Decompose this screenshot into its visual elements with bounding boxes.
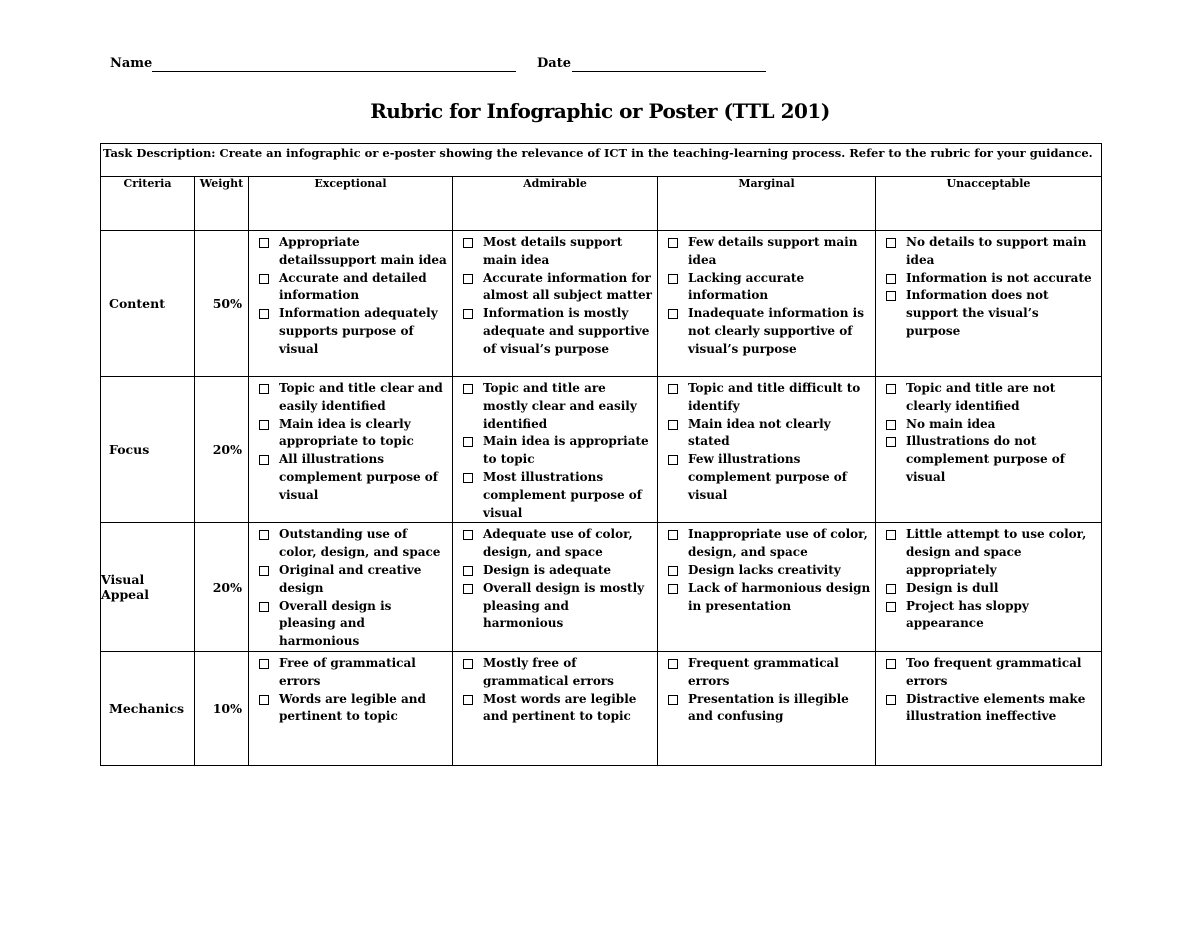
weight-value: 50% xyxy=(212,296,242,311)
checkbox[interactable] xyxy=(668,274,678,284)
criterion-text: Distractive elements make illustration ineffective xyxy=(906,691,1086,724)
criterion-text: Original and creative design xyxy=(279,562,422,595)
unacceptable-cell xyxy=(876,523,1102,652)
weight-value: 10% xyxy=(212,700,242,716)
checkbox[interactable] xyxy=(463,473,473,483)
list-item xyxy=(461,469,653,522)
criterion-text: Main idea not clearly stated xyxy=(688,416,831,449)
checkbox[interactable] xyxy=(259,566,269,576)
exceptional-cell xyxy=(249,231,453,377)
checkbox[interactable] xyxy=(886,437,896,447)
list-item xyxy=(257,562,448,598)
list-item xyxy=(257,598,448,651)
list-item xyxy=(884,416,1097,434)
table-row xyxy=(101,231,1102,377)
checkbox[interactable] xyxy=(463,695,473,705)
checkbox[interactable] xyxy=(668,309,678,319)
list-item xyxy=(884,433,1097,486)
checkbox[interactable] xyxy=(259,420,269,430)
criterion-text: Topic and title are not clearly identified xyxy=(906,381,1056,413)
unacceptable-cell xyxy=(876,231,1102,377)
column-header-unacceptable: Unacceptable xyxy=(876,177,1102,231)
column-header-row xyxy=(101,177,1102,231)
exceptional-list xyxy=(249,523,452,651)
criterion-text: Most illustrations complement purpose of visual xyxy=(483,469,642,520)
checkbox[interactable] xyxy=(886,530,896,540)
table-row xyxy=(101,377,1102,523)
list-item xyxy=(257,416,448,452)
checkbox[interactable] xyxy=(886,420,896,430)
criterion-text: Adequate use of color, design, and space xyxy=(483,527,633,560)
admirable-cell xyxy=(453,377,658,523)
list-item xyxy=(257,305,448,358)
checkbox[interactable] xyxy=(259,659,269,669)
list-item xyxy=(884,526,1097,579)
list-item xyxy=(461,234,653,270)
marginal-cell xyxy=(658,523,876,652)
criterion-text: Lack of harmonious design in presentation xyxy=(688,580,871,613)
list-item xyxy=(666,562,871,580)
list-item xyxy=(884,234,1097,270)
checkbox[interactable] xyxy=(668,455,678,465)
criteria-cell xyxy=(101,523,195,652)
exceptional-cell xyxy=(249,651,453,765)
list-item xyxy=(884,270,1097,288)
criterion-text: Little attempt to use color, design and space appropriately xyxy=(906,527,1087,577)
criterion-text: Illustrations do not complement purpose of visual xyxy=(906,434,1065,484)
list-item xyxy=(666,580,871,616)
list-item xyxy=(257,270,448,306)
list-item xyxy=(257,234,448,270)
checkbox[interactable] xyxy=(259,530,269,540)
criterion-text: Frequent grammatical errors xyxy=(688,655,839,688)
criterion-text: Inadequate information is not clearly supportive of visual’s purpose xyxy=(688,306,864,356)
checkbox[interactable] xyxy=(886,238,896,248)
marginal-cell xyxy=(658,651,876,765)
column-header-weight: Weight xyxy=(195,177,249,231)
marginal-list xyxy=(658,377,875,505)
criteria-cell xyxy=(101,231,195,377)
list-item xyxy=(461,433,653,469)
checkbox[interactable] xyxy=(259,274,269,284)
criterion-text: Words are legible and pertinent to topic xyxy=(279,691,426,724)
column-header-marginal: Marginal xyxy=(658,177,876,231)
unacceptable-list xyxy=(876,523,1101,633)
admirable-cell xyxy=(453,651,658,765)
criterion-text: Design is adequate xyxy=(483,562,612,577)
checkbox[interactable] xyxy=(259,384,269,394)
checkbox[interactable] xyxy=(463,309,473,319)
checkbox[interactable] xyxy=(886,584,896,594)
list-item xyxy=(461,655,653,691)
unacceptable-cell xyxy=(876,377,1102,523)
criterion-text: Information adequately supports purpose of visual xyxy=(279,306,438,356)
admirable-cell xyxy=(453,231,658,377)
marginal-cell xyxy=(658,377,876,523)
criterion-text: Mostly free of grammatical errors xyxy=(483,655,614,688)
marginal-list xyxy=(658,523,875,615)
exceptional-list xyxy=(249,231,452,359)
list-item xyxy=(884,655,1097,691)
unacceptable-list xyxy=(876,231,1101,341)
criterion-text: Information is not accurate xyxy=(906,270,1092,285)
name-label: Name xyxy=(110,56,153,71)
criterion-text: Inappropriate use of color, design, and space xyxy=(688,527,868,560)
admirable-list xyxy=(453,523,657,633)
weight-cell xyxy=(195,523,249,652)
criteria-label: Focus xyxy=(109,442,150,458)
criterion-text: Information is mostly adequate and supportive of visual’s purpose xyxy=(483,306,650,356)
list-item xyxy=(461,691,653,727)
list-item xyxy=(666,270,871,306)
admirable-list xyxy=(453,377,657,522)
criterion-text: Lacking accurate information xyxy=(688,270,805,303)
criterion-text: Presentation is illegible and confusing xyxy=(688,691,849,724)
checkbox[interactable] xyxy=(463,530,473,540)
checkbox[interactable] xyxy=(463,384,473,394)
checkbox[interactable] xyxy=(259,238,269,248)
list-item xyxy=(461,305,653,358)
list-item xyxy=(666,416,871,452)
checkbox[interactable] xyxy=(668,659,678,669)
criterion-text: Topic and title difficult to identify xyxy=(688,381,861,413)
exceptional-cell xyxy=(249,523,453,652)
admirable-list xyxy=(453,231,657,359)
weight-value: 20% xyxy=(212,442,242,458)
checkbox[interactable] xyxy=(886,602,896,612)
checkbox[interactable] xyxy=(886,384,896,394)
date-blank-line[interactable] xyxy=(572,71,766,72)
criterion-text: Project has sloppy appearance xyxy=(906,598,1029,631)
criterion-text: Most details support main idea xyxy=(483,235,623,267)
unacceptable-list xyxy=(876,652,1101,726)
checkbox[interactable] xyxy=(463,566,473,576)
list-item xyxy=(461,562,653,580)
checkbox[interactable] xyxy=(886,274,896,284)
exceptional-list xyxy=(249,377,452,505)
list-item xyxy=(257,655,448,691)
table-row xyxy=(101,523,1102,652)
criterion-text: Overall design is pleasing and harmonious xyxy=(279,598,392,649)
criterion-text: Design is dull xyxy=(906,580,999,595)
list-item xyxy=(884,691,1097,727)
list-item xyxy=(257,380,448,416)
checkbox[interactable] xyxy=(886,291,896,301)
criterion-text: No details to support main idea xyxy=(906,235,1087,267)
criteria-label: Visual Appeal xyxy=(101,572,149,603)
checkbox[interactable] xyxy=(463,659,473,669)
weight-cell xyxy=(195,651,249,765)
criterion-text: No main idea xyxy=(906,416,996,431)
criterion-text: Accurate and detailed information xyxy=(279,270,427,303)
checkbox[interactable] xyxy=(259,309,269,319)
admirable-list xyxy=(453,652,657,726)
checkbox[interactable] xyxy=(668,530,678,540)
checkbox[interactable] xyxy=(668,384,678,394)
list-item xyxy=(666,526,871,562)
criterion-text: Appropriate detailssupport main idea xyxy=(279,235,447,267)
list-item xyxy=(257,691,448,727)
criterion-text: Too frequent grammatical errors xyxy=(906,655,1082,688)
checkbox[interactable] xyxy=(668,584,678,594)
criteria-label: Mechanics xyxy=(109,700,185,716)
list-item xyxy=(884,380,1097,416)
marginal-cell xyxy=(658,231,876,377)
checkbox[interactable] xyxy=(886,659,896,669)
list-item xyxy=(884,580,1097,598)
list-item xyxy=(257,451,448,504)
rubric-table xyxy=(100,143,1102,766)
list-item xyxy=(666,380,871,416)
table-row xyxy=(101,651,1102,765)
checkbox[interactable] xyxy=(668,420,678,430)
criterion-text: Most words are legible and pertinent to topic xyxy=(483,691,637,724)
name-blank-line[interactable] xyxy=(152,71,516,72)
list-item xyxy=(666,655,871,691)
checkbox[interactable] xyxy=(668,238,678,248)
list-item xyxy=(461,526,653,562)
list-item xyxy=(666,691,871,727)
checkbox[interactable] xyxy=(668,695,678,705)
list-item xyxy=(884,598,1097,634)
date-label: Date xyxy=(537,56,571,71)
unacceptable-list xyxy=(876,377,1101,487)
criterion-text: Overall design is mostly pleasing and harmonious xyxy=(483,580,645,631)
checkbox[interactable] xyxy=(668,566,678,576)
weight-value: 20% xyxy=(212,579,242,595)
criteria-cell xyxy=(101,651,195,765)
criteria-cell xyxy=(101,377,195,523)
checkbox[interactable] xyxy=(259,455,269,465)
criterion-text: Outstanding use of color, design, and space xyxy=(279,527,441,560)
list-item xyxy=(884,287,1097,340)
marginal-list xyxy=(658,231,875,359)
list-item xyxy=(461,580,653,633)
criterion-text: Free of grammatical errors xyxy=(279,655,416,688)
checkbox[interactable] xyxy=(259,602,269,612)
name-date-header xyxy=(0,56,1200,76)
criterion-text: Few illustrations complement purpose of visual xyxy=(688,452,847,502)
criterion-text: Main idea is appropriate to topic xyxy=(483,434,649,467)
criterion-text: Topic and title clear and easily identified xyxy=(279,381,443,413)
checkbox[interactable] xyxy=(886,695,896,705)
checkbox[interactable] xyxy=(259,695,269,705)
checkbox[interactable] xyxy=(463,437,473,447)
criteria-label: Content xyxy=(109,296,165,311)
list-item xyxy=(461,380,653,433)
criterion-text: Main idea is clearly appropriate to topic xyxy=(279,416,414,449)
column-header-admirable: Admirable xyxy=(453,177,658,231)
criterion-text: Few details support main idea xyxy=(688,235,858,267)
column-header-criteria: Criteria xyxy=(101,177,195,231)
rubric-body xyxy=(101,231,1102,766)
list-item xyxy=(461,270,653,306)
exceptional-cell xyxy=(249,377,453,523)
criterion-text: Information does not support the visual’s purpose xyxy=(906,288,1049,338)
admirable-cell xyxy=(453,523,658,652)
criterion-text: Topic and title are mostly clear and easily identified xyxy=(483,381,637,431)
marginal-list xyxy=(658,652,875,726)
unacceptable-cell xyxy=(876,651,1102,765)
criterion-text: All illustrations complement purpose of visual xyxy=(279,452,438,502)
list-item xyxy=(666,234,871,270)
weight-cell xyxy=(195,231,249,377)
column-header-exceptional: Exceptional xyxy=(249,177,453,231)
checkbox[interactable] xyxy=(463,584,473,594)
page-title: Rubric for Infographic or Poster (TTL 201) xyxy=(370,99,830,123)
exceptional-list xyxy=(249,652,452,726)
list-item xyxy=(666,451,871,504)
criterion-text: Accurate information for almost all subject matter xyxy=(483,270,652,303)
checkbox[interactable] xyxy=(463,274,473,284)
criterion-text: Design lacks creativity xyxy=(688,562,841,577)
list-item xyxy=(257,526,448,562)
task-description: Task Description: Create an infographic or e-poster showing the relevance of ICT in the teaching-learning process. Refer to the rubric for your guidance. xyxy=(101,144,1102,177)
weight-cell xyxy=(195,377,249,523)
checkbox[interactable] xyxy=(463,238,473,248)
list-item xyxy=(666,305,871,358)
